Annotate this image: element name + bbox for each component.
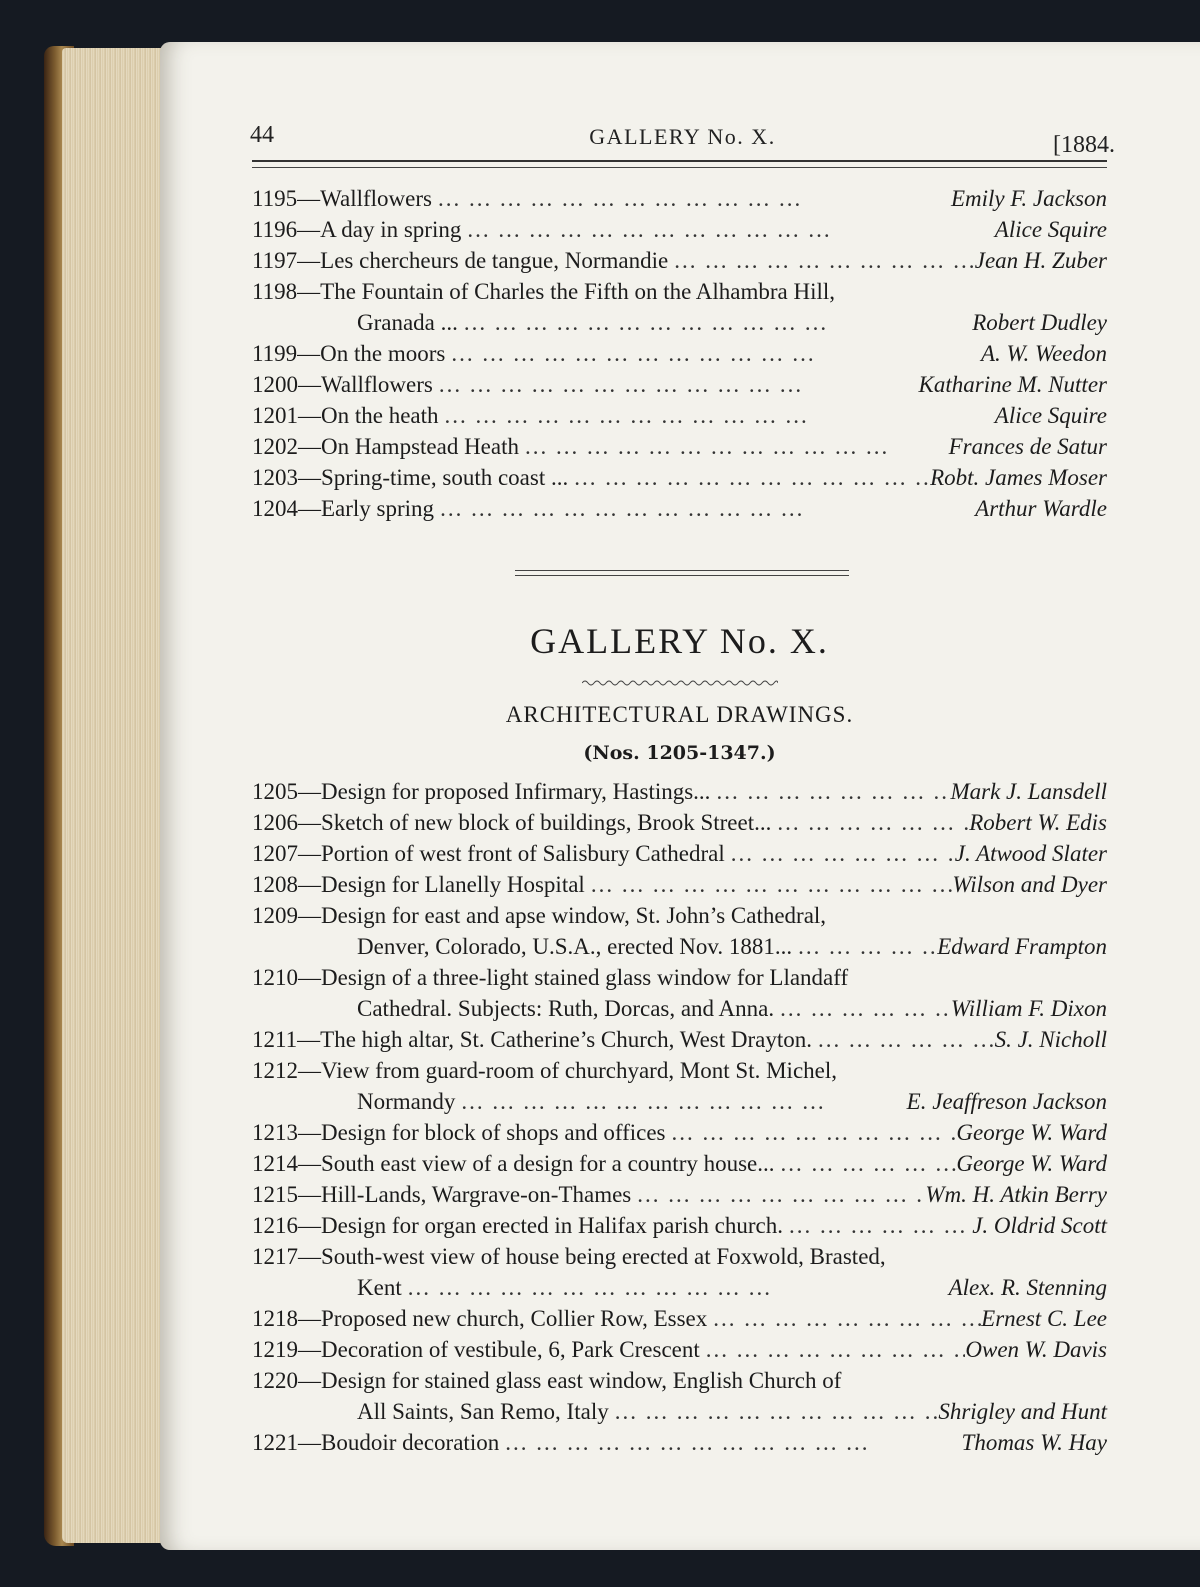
entry-artist: Jean H. Zuber — [974, 248, 1107, 273]
entry-title: On Hampstead Heath — [321, 434, 519, 459]
entry-artist: J. Oldrid Scott — [972, 1213, 1107, 1238]
entry-title: A day in spring — [320, 217, 462, 242]
entry-dash: — — [298, 372, 321, 397]
dot-leader — [668, 245, 975, 276]
catalogue-entry — [252, 1365, 1107, 1427]
entry-title: The high altar, St. Catherine’s Church, West Drayton. — [320, 1027, 812, 1052]
header-title: GALLERY No. X. — [589, 124, 776, 149]
entry-number: 1212 — [252, 1058, 298, 1083]
dot-leader — [458, 307, 972, 338]
catalogue-entry — [252, 400, 1107, 431]
entry-artist: George W. Ward — [956, 1151, 1107, 1176]
dot-leader — [710, 776, 950, 807]
entry-number: 1217 — [252, 1244, 298, 1269]
entry-dash: — — [298, 1430, 321, 1455]
catalogue-entry — [252, 1427, 1107, 1458]
catalogue-entry — [252, 1148, 1107, 1179]
entry-number: 1197 — [252, 248, 298, 273]
entry-title: Design for block of shops and offices — [321, 1120, 666, 1145]
dot-leader — [700, 1334, 966, 1365]
entry-artist: E. Jeaffreson Jackson — [906, 1089, 1107, 1114]
catalogue-entry — [252, 1024, 1107, 1055]
entry-number: 1208 — [252, 872, 298, 897]
entry-artist: Arthur Wardle — [975, 496, 1107, 521]
entry-title: The Fountain of Charles the Fifth on the Alhambra Hill, — [320, 279, 836, 304]
entry-artist: Robt. James Moser — [930, 465, 1107, 490]
entry-title: Boudoir decoration — [321, 1430, 500, 1455]
entry-number: 1205 — [252, 779, 298, 804]
entry-artist: Alex. R. Stenning — [948, 1275, 1107, 1300]
entry-title: Spring-time, south coast ... — [321, 465, 569, 490]
entry-title: Early spring — [321, 496, 435, 521]
entry-title: South-west view of house being erected at Foxwold, Brasted, — [321, 1244, 886, 1269]
entry-number: 1207 — [252, 841, 298, 866]
entry-number: 1202 — [252, 434, 298, 459]
entry-number: 1201 — [252, 403, 298, 428]
entry-artist: S. J. Nicholl — [994, 1027, 1107, 1052]
catalogue-entry — [252, 1055, 1107, 1117]
catalogue-entry — [252, 1117, 1107, 1148]
entry-number: 1203 — [252, 465, 298, 490]
dot-leader — [585, 869, 953, 900]
entry-artist: Frances de Satur — [948, 434, 1107, 459]
section-numbers: (Nos. 1205-1347.) — [583, 742, 776, 764]
entry-artist: Katharine M. Nutter — [918, 372, 1107, 397]
catalogue-entry — [252, 493, 1107, 524]
entry-number: 1215 — [252, 1182, 298, 1207]
entry-number: 1213 — [252, 1120, 298, 1145]
dot-leader — [771, 807, 969, 838]
dot-leader — [461, 214, 994, 245]
entry-number: 1196 — [252, 217, 298, 242]
entry-title: Les chercheurs de tangue, Normandie — [320, 248, 669, 273]
bottom-entry-list — [252, 776, 1107, 1458]
entry-number: 1206 — [252, 810, 298, 835]
entry-number: 1216 — [252, 1213, 298, 1238]
dot-leader — [519, 431, 949, 462]
entry-dash: — — [298, 1244, 321, 1269]
dot-leader — [434, 493, 975, 524]
wavy-ornament — [582, 679, 778, 687]
entry-artist: Emily F. Jackson — [950, 186, 1107, 211]
catalogue-entry — [252, 869, 1107, 900]
entry-number: 1211 — [252, 1027, 298, 1052]
entry-title: On the heath — [321, 403, 439, 428]
dot-leader — [812, 1024, 995, 1055]
section-title: GALLERY No. X. — [530, 621, 829, 661]
catalogue-entry — [252, 276, 1107, 338]
dot-leader — [631, 1179, 925, 1210]
entry-number: 1218 — [252, 1306, 298, 1331]
entry-title-continued: Normandy — [357, 1089, 456, 1114]
page-number: 44 — [250, 122, 274, 148]
dot-leader — [499, 1427, 961, 1458]
entry-dash: — — [298, 965, 321, 990]
entry-artist: George W. Ward — [956, 1120, 1107, 1145]
entry-artist: Edward Frampton — [937, 934, 1107, 959]
entry-artist: Robert W. Edis — [969, 810, 1107, 835]
entry-dash: — — [298, 1058, 321, 1083]
catalogue-entry — [252, 1241, 1107, 1303]
entry-dash: — — [298, 872, 321, 897]
entry-dash: — — [297, 186, 321, 211]
dot-leader — [439, 400, 995, 431]
entry-number: 1214 — [252, 1151, 298, 1176]
catalogue-entry — [252, 900, 1107, 962]
entry-dash: — — [298, 1306, 321, 1331]
entry-dash: — — [297, 1027, 321, 1052]
entry-artist: Owen W. Davis — [965, 1337, 1107, 1362]
entry-artist: J. Atwood Slater — [954, 841, 1107, 866]
entry-title: Design for east and apse window, St. John’s Cathedral, — [321, 903, 827, 928]
entry-title-continued: Granada ... — [357, 310, 458, 335]
entry-dash: — — [298, 841, 321, 866]
entry-title: Portion of west front of Salisbury Cathedral — [321, 841, 725, 866]
entry-title: Wallflowers — [321, 372, 433, 397]
running-header — [250, 118, 1115, 158]
page-edges — [62, 48, 170, 1543]
entry-dash: — — [298, 1368, 321, 1393]
entry-title: Proposed new church, Collier Row, Essex — [321, 1306, 708, 1331]
dot-leader — [609, 1396, 939, 1427]
dot-leader — [666, 1117, 957, 1148]
entry-artist: Alice Squire — [994, 217, 1107, 242]
entry-dash: — — [298, 434, 321, 459]
entry-title: Decoration of vestibule, 6, Park Crescent — [321, 1337, 700, 1362]
dot-leader — [568, 462, 930, 493]
entry-artist: Robert Dudley — [972, 310, 1107, 335]
dot-leader — [775, 1148, 957, 1179]
dot-leader — [445, 338, 981, 369]
entry-number: 1210 — [252, 965, 298, 990]
catalogue-entry — [252, 1334, 1107, 1365]
entry-artist: William F. Dixon — [950, 996, 1107, 1021]
dot-leader — [402, 1272, 949, 1303]
entry-dash: — — [297, 248, 321, 273]
catalogue-entry — [252, 962, 1107, 1024]
entry-dash: — — [298, 1213, 321, 1238]
entry-dash: — — [298, 1337, 321, 1362]
catalogue-entry — [252, 431, 1107, 462]
entry-title: Wallflowers — [320, 186, 432, 211]
catalogue-entry — [252, 183, 1107, 214]
dot-leader — [725, 838, 955, 869]
entry-number: 1204 — [252, 496, 298, 521]
entry-dash: — — [297, 217, 321, 242]
dot-leader — [455, 1086, 906, 1117]
entry-dash: — — [298, 1120, 321, 1145]
entry-title: Hill-Lands, Wargrave-on-Thames — [321, 1182, 632, 1207]
entry-dash: — — [298, 903, 321, 928]
entry-title: Design for proposed Infirmary, Hastings... — [321, 779, 711, 804]
section-divider — [515, 570, 849, 576]
entry-dash: — — [298, 496, 321, 521]
catalogue-entry — [252, 838, 1107, 869]
entry-artist: Shrigley and Hunt — [938, 1399, 1107, 1424]
catalogue-entry — [252, 245, 1107, 276]
entry-title: Design for stained glass east window, English Church of — [321, 1368, 842, 1393]
entry-title-continued: Cathedral. Subjects: Ruth, Dorcas, and Anna. — [357, 996, 775, 1021]
entry-title: On the moors — [320, 341, 446, 366]
catalogue-entry — [252, 214, 1107, 245]
entry-number: 1198 — [252, 279, 298, 304]
header-year: [1884. — [1053, 132, 1115, 158]
top-entry-list — [252, 183, 1107, 524]
entry-number: 1219 — [252, 1337, 298, 1362]
entry-number: 1221 — [252, 1430, 298, 1455]
entry-artist: Mark J. Lansdell — [950, 779, 1107, 804]
entry-title: Design for organ erected in Halifax parish church. — [321, 1213, 783, 1238]
dot-leader — [707, 1303, 981, 1334]
entry-artist: A. W. Weedon — [980, 341, 1107, 366]
entry-number: 1199 — [252, 341, 298, 366]
entry-number: 1200 — [252, 372, 298, 397]
entry-artist: Wm. H. Atkin Berry — [925, 1182, 1107, 1207]
entry-dash: — — [298, 1151, 321, 1176]
entry-dash: — — [298, 403, 321, 428]
entry-title: Design for Llanelly Hospital — [321, 872, 585, 897]
entry-dash: — — [297, 341, 321, 366]
catalogue-entry — [252, 807, 1107, 838]
entry-artist: Thomas W. Hay — [961, 1430, 1107, 1455]
catalogue-entry — [252, 338, 1107, 369]
entry-title: View from guard-room of churchyard, Mont St. Michel, — [321, 1058, 837, 1083]
catalogue-entry — [252, 776, 1107, 807]
catalogue-entry — [252, 1179, 1107, 1210]
dot-leader — [774, 993, 951, 1024]
entry-title-continued: Denver, Colorado, U.S.A., erected Nov. 1881... — [357, 934, 793, 959]
entry-dash: — — [298, 779, 321, 804]
entry-title-continued: Kent — [357, 1275, 402, 1300]
entry-number: 1220 — [252, 1368, 298, 1393]
entry-dash: — — [298, 465, 321, 490]
catalogue-entry — [252, 1210, 1107, 1241]
entry-artist: Alice Squire — [994, 403, 1107, 428]
entry-number: 1195 — [252, 186, 298, 211]
catalogue-entry — [252, 369, 1107, 400]
entry-number: 1209 — [252, 903, 298, 928]
entry-dash: — — [298, 810, 321, 835]
entry-artist: Ernest C. Lee — [981, 1306, 1107, 1331]
entry-title-continued: All Saints, San Remo, Italy — [357, 1399, 609, 1424]
entry-title: Design of a three-light stained glass window for Llandaff — [321, 965, 849, 990]
catalogue-entry — [252, 1303, 1107, 1334]
entry-dash: — — [298, 1182, 321, 1207]
header-rule — [252, 160, 1107, 168]
dot-leader — [432, 183, 951, 214]
dot-leader — [783, 1210, 972, 1241]
section-subtitle: ARCHITECTURAL DRAWINGS. — [505, 702, 854, 727]
catalogue-entry — [252, 462, 1107, 493]
entry-title: South east view of a design for a country house... — [321, 1151, 775, 1176]
dot-leader — [433, 369, 919, 400]
entry-title: Sketch of new block of buildings, Brook Street... — [321, 810, 772, 835]
dot-leader — [792, 931, 937, 962]
entry-artist: Wilson and Dyer — [952, 872, 1107, 897]
entry-dash: — — [297, 279, 321, 304]
